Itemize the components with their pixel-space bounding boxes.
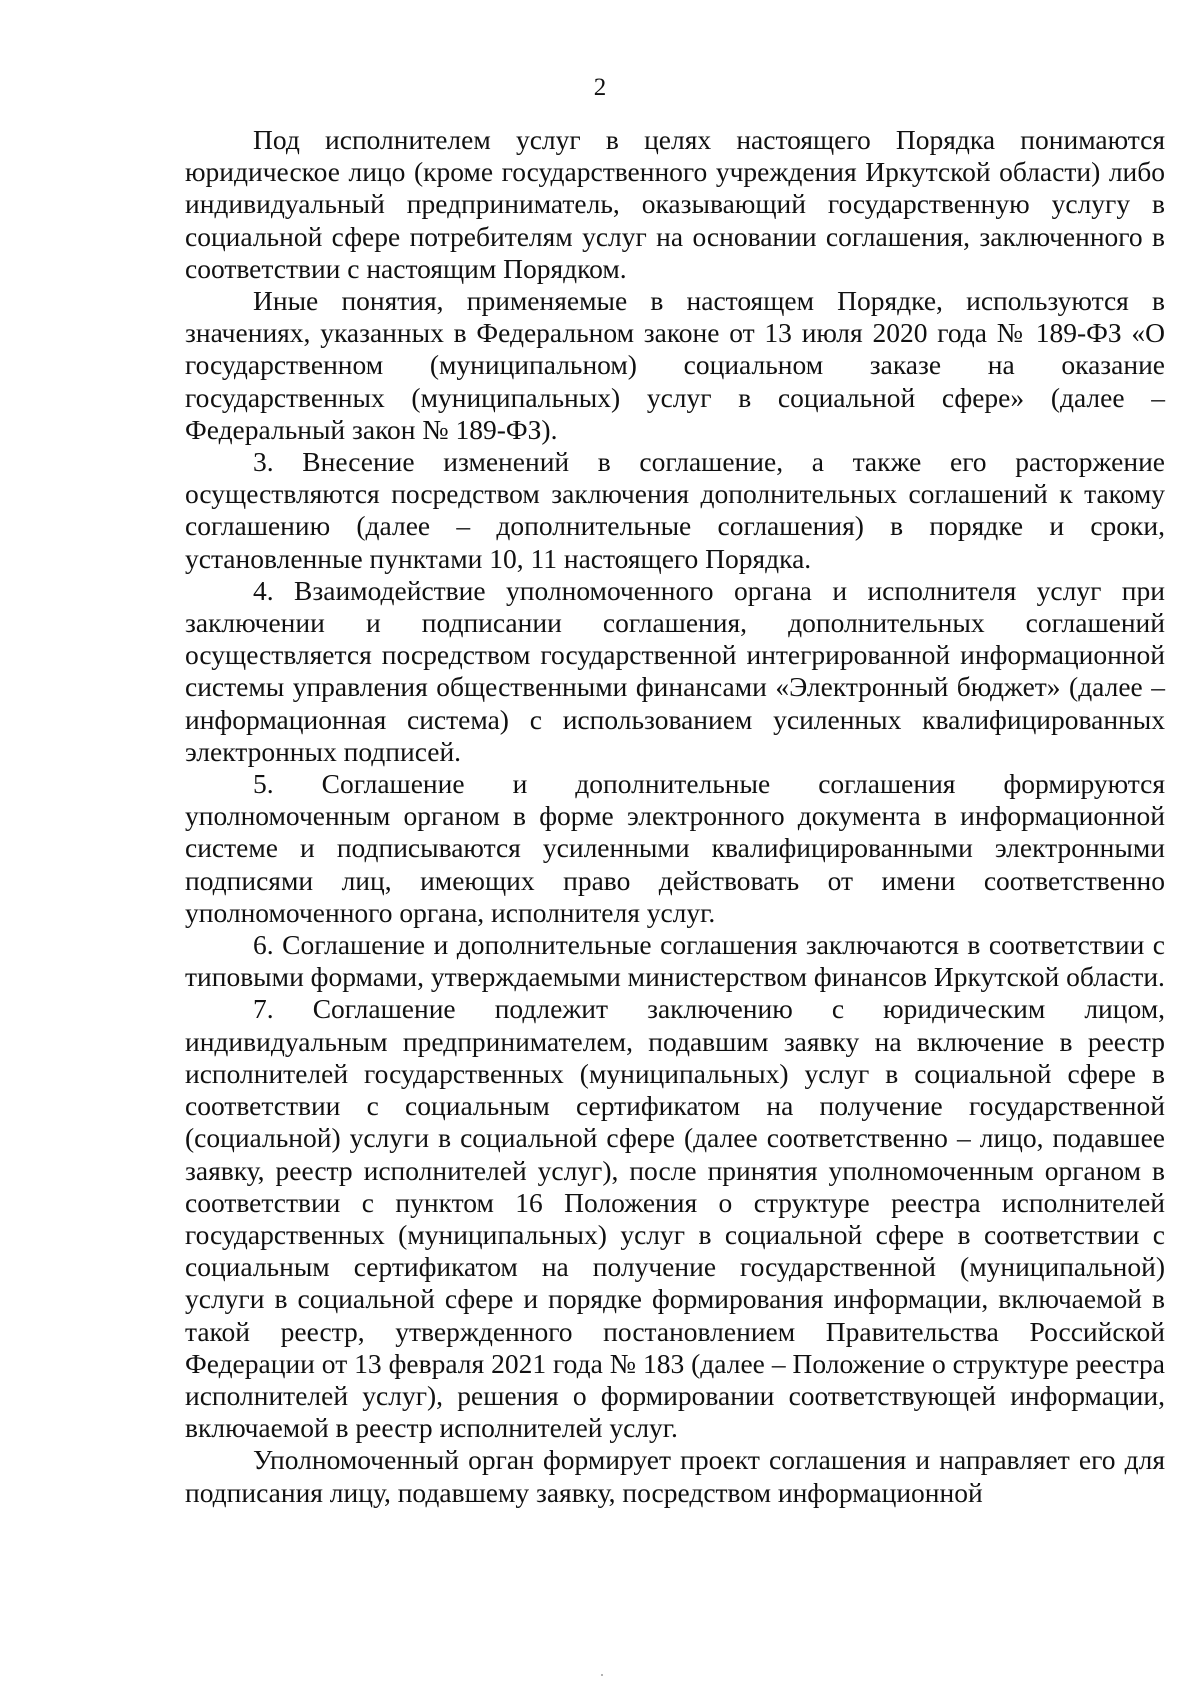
paragraph-item-3: 3. Внесение изменений в соглашение, а также его расторжение осуществляются посредством заключения дополнительных соглашений к такому соглашению (далее – дополнительные соглашения) в порядке и сроки, установленные пунктами 10, 11 настоящего Порядка. <box>185 446 1165 574</box>
document-body <box>185 124 1165 1509</box>
page-number: 2 <box>593 74 607 101</box>
paragraph-executor-definition: Под исполнителем услуг в целях настоящего Порядка понимаются юридическое лицо (кроме государственного учреждения Иркутской области) либо индивидуальный предприниматель, оказывающий государственную услугу в социальной сфере потребителям услуг на основании соглашения, заключенного в соответствии с настоящим Порядком. <box>185 124 1165 284</box>
paragraph-other-terms: Иные понятия, применяемые в настоящем Порядке, используются в значениях, указанных в Федеральном законе от 13 июля 2020 года № 189-ФЗ «О государственном (муниципальном) социальном заказе на оказание государственных (муниципальных) услуг в социальной сфере» (далее – Федеральный закон № 189-ФЗ). <box>185 285 1165 445</box>
scan-artifact-dot <box>601 1674 603 1676</box>
paragraph-item-7: 7. Соглашение подлежит заключению с юридическим лицом, индивидуальным предпринимателем, подавшим заявку на включение в реестр исполнителей государственных (муниципальных) услуг в социальной сфере в соответствии с социальным сертификатом на получение государственной (социальной) услуги в социальной сфере (далее соответственно – лицо, подавшее заявку, реестр исполнителей услуг), после принятия уполномоченным органом в соответствии с пунктом 16 Положения о структуре реестра исполнителей государственных (муниципальных) услуг в социальной сфере в соответствии с социальным сертификатом на получение государственной (муниципальной) услуги в социальной сфере и порядке формирования информации, включаемой в такой реестр, утвержденного постановлением Правительства Российской Федерации от 13 февраля 2021 года № 183 (далее – Положение о структуре реестра исполнителей услуг), решения о формировании соответствующей информации, включаемой в реестр исполнителей услуг. <box>185 993 1165 1444</box>
paragraph-item-5: 5. Соглашение и дополнительные соглашения формируются уполномоченным органом в форме электронного документа в информационной системе и подписываются усиленными квалифицированными электронными подписями лиц, имеющих право действовать от имени соответственно уполномоченного органа, исполнителя услуг. <box>185 768 1165 928</box>
paragraph-authorized-body: Уполномоченный орган формирует проект соглашения и направляет его для подписания лицу, подавшему заявку, посредством информационной <box>185 1444 1165 1508</box>
paragraph-item-4: 4. Взаимодействие уполномоченного органа и исполнителя услуг при заключении и подписании соглашения, дополнительных соглашений осуществляется посредством государственной интегрированной информационной системы управления общественными финансами «Электронный бюджет» (далее – информационная система) с использованием усиленных квалифицированных электронных подписей. <box>185 574 1165 767</box>
paragraph-item-6: 6. Соглашение и дополнительные соглашения заключаются в соответствии с типовыми формами, утверждаемыми министерством финансов Иркутской области. <box>185 929 1165 993</box>
